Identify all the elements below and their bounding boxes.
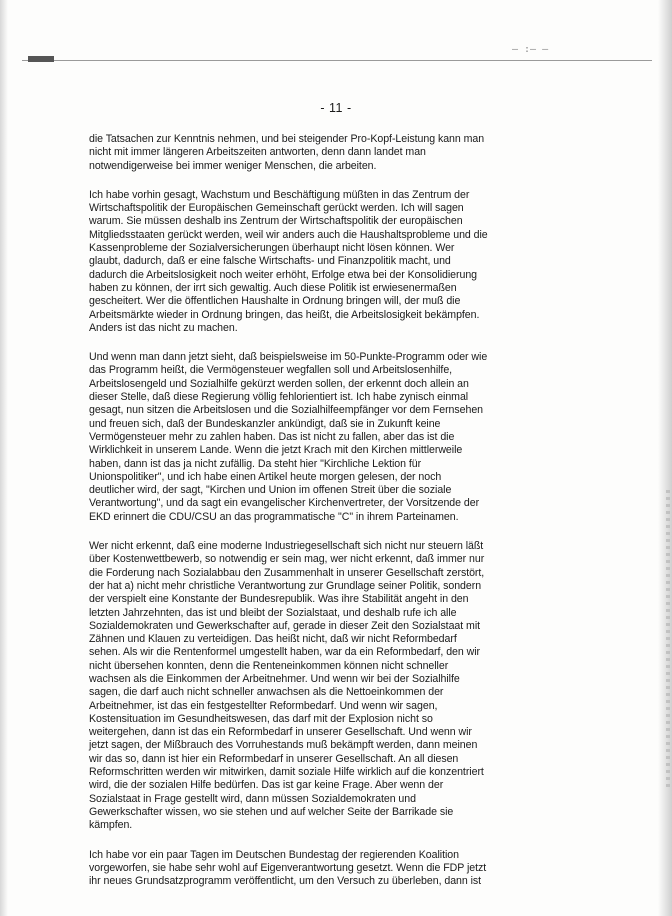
- text-line: die Tatsachen zur Kenntnis nehmen, und bei steigender Pro-Kopf-Leistung kann man: [89, 133, 485, 145]
- text-line: Arbeitnehmer, ist das ein festgestellter Reformbedarf. Und wenn wir sagen,: [89, 699, 438, 712]
- page-number: - 11 -: [320, 101, 352, 115]
- text-line: notwendigerweise bei immer weniger Menschen, die arbeiten.: [89, 159, 377, 172]
- text-line: Wirtschaftspolitik der Europäischen Gemeinschaft gerückt werden. Ich will sagen: [89, 202, 464, 215]
- text-line: Anders ist das nicht zu machen.: [89, 321, 238, 334]
- text-line: vorgeworfen, sie habe sehr wohl auf Eigenverantwortung gesetzt. Wenn die FDP jetzt: [89, 861, 487, 874]
- text-line: Verantwortung", und da sagt ein evangelischer Kirchenvertreter, der Vorsitzende der: [89, 497, 480, 510]
- text-line: ihr neues Grundsatzprogramm veröffentlicht, um den Versuch zu überleben, dann ist: [89, 875, 482, 888]
- scan-top-line: [22, 60, 652, 61]
- text-line: nicht mit immer längeren Arbeitszeiten antworten, denn dann landet man: [89, 146, 426, 159]
- text-line: sagen, die darf auch nicht schneller anwachsen als die Nettoeinkommen der: [89, 686, 444, 699]
- text-line: Reformschritten werden wir mitwirken, damit soziale Hilfe wirklich auf die konzentriert: [89, 766, 484, 779]
- text-line: EKD erinnert die CDU/CSU an das programmatische "C" in ihrem Parteinamen.: [89, 510, 459, 523]
- text-line: gescheitert. Wer die öffentlichen Haushalte in Ordnung bringen will, der muß die: [89, 295, 461, 308]
- text-line: Kassenprobleme der Sozialversicherungen überhaupt nicht lösen können. Wer: [89, 242, 455, 255]
- text-line: der verspielt eine Konstante der Bundesrepublik. Was ihre Stabilität angeht in den: [89, 593, 469, 606]
- body-text: [89, 133, 529, 904]
- text-line: glaubt, dadurch, daß er eine falsche Wirtschafts- und Finanzpolitik macht, und: [89, 255, 451, 268]
- text-line: Zähnen und Klauen zu verteidigen. Das heißt nicht, daß wir nicht Reformbedarf: [89, 633, 457, 646]
- text-line: Sozialdemokraten und Gewerkschafter auf, gerade in dieser Zeit den Sozialstaat mit: [89, 619, 481, 632]
- text-line: nicht übersehen konnten, denn die Renteneinkommen können nicht schneller: [89, 659, 449, 672]
- text-line: der hat a) nicht mehr christliche Verantwortung zur Grundlage seiner Politik, sondern: [89, 579, 482, 592]
- paragraph: [89, 189, 529, 335]
- text-line: Vermögensteuer mehr zu zahlen haben. Das ist nicht zu fallen, aber das ist die: [89, 430, 455, 443]
- text-line: Sozialstaat in Frage gestellt wird, dann müssen Sozialdemokraten und: [89, 792, 416, 805]
- paragraph: [89, 351, 529, 524]
- paragraph: [89, 540, 529, 833]
- text-line: das Programm heißt, die Vermögensteuer wegfallen soll und Arbeitslosenhilfe,: [89, 364, 453, 377]
- text-line: über Kostenwettbewerb, so notwendig er sein mag, wer nicht erkennt, daß immer nur: [89, 553, 485, 566]
- text-line: Arbeitslosengeld und Sozialhilfe gekürzt werden sollen, der erkennt doch allein an: [89, 377, 469, 390]
- text-line: Arbeitsmärkte wieder in Ordnung bringen, das heißt, die Arbeitslosigkeit bekämpfen.: [89, 308, 480, 321]
- text-line: Wer nicht erkennt, daß eine moderne Industriegesellschaft sich nicht nur steuern läßt: [89, 540, 484, 553]
- text-line: haben zu können, der irrt sich gewaltig. Auch diese Politik ist erwiesenermaßen: [89, 281, 457, 294]
- text-line: sehen. Als wir die Rentenformel umgestellt haben, war da ein Reformbedarf, den wir: [89, 646, 481, 659]
- text-line: Gewerkschafter wissen, wo sie stehen und auf welcher Seite der Barrikade sie: [89, 805, 454, 818]
- text-line: die Forderung nach Sozialabbau den Zusammenhalt in unserer Gesellschaft zerstört,: [89, 566, 485, 579]
- paragraph: [89, 849, 529, 889]
- text-line: Und wenn man dann jetzt sieht, daß beispielsweise im 50-Punkte-Programm oder wie: [89, 351, 488, 364]
- text-line: und freuen sich, daß der Bundeskanzler ankündigt, daß sie in Zukunft keine: [89, 417, 441, 430]
- text-line: Unionspolitiker", und ich habe einen Artikel heute morgen gelesen, der noch: [89, 470, 442, 483]
- text-line: Wirklichkeit in unserem Lande. Wenn die jetzt Krach mit den Kirchen mittlerweile: [89, 444, 463, 457]
- paragraph: [89, 133, 529, 173]
- scan-mark-text: — :— —: [512, 44, 549, 55]
- text-line: kämpfen.: [89, 819, 133, 832]
- text-line: dieser Stelle, daß diese Regierung völlig fehlorientiert ist. Ich habe zynisch einmal: [89, 391, 469, 404]
- scan-smudge: [666, 490, 670, 790]
- text-line: wird, die der sozialen Hilfe bedürfen. Das ist gar keine Frage. Aber wenn der: [89, 779, 444, 792]
- text-line: wachsen als die Einkommen der Arbeitnehmer. Und wenn wir bei der Sozialhilfe: [89, 672, 460, 685]
- text-line: deutlicher wird, der sagt, "Kirchen und Union im offenen Streit über die soziale: [89, 484, 452, 497]
- text-line: gesagt, nun sitzen die Arbeitslosen und die Sozialhilfeempfänger vor dem Fernsehen: [89, 404, 483, 417]
- text-line: warum. Sie müssen deshalb ins Zentrum der Wirtschaftspolitik der europäischen: [89, 215, 463, 228]
- text-line: letzten Jahrzehnten, das ist und bleibt der Sozialstaat, und deshalb rufe ich alle: [89, 606, 457, 619]
- text-line: Ich habe vorhin gesagt, Wachstum und Beschäftigung müßten in das Zentrum der: [89, 188, 470, 201]
- text-line: weitergehen, dann ist das ein Reformbedarf in unserer Gesellschaft. Und wenn wir: [89, 726, 472, 739]
- text-line: dadurch die Arbeitslosigkeit noch weiter erhöht, Erfolge etwa bei der Konsolidierung: [89, 268, 478, 281]
- text-line: Kostensituation im Gesundheitswesen, das darf mit der Explosion nicht so: [89, 712, 433, 725]
- text-line: Mitgliedsstaaten gerückt werden, weil wir anders auch die Haushaltsprobleme und die: [89, 228, 488, 241]
- text-line: Ich habe vor ein paar Tagen im Deutschen Bundestag der regierenden Koalition: [89, 848, 459, 861]
- text-line: haben, dann ist das ja nicht zufällig. Da steht hier "Kirchliche Lektion für: [89, 457, 422, 470]
- text-line: jetzt sagen, der Mißbrauch des Vorruhestands muß bekämpft werden, dann meinen: [89, 739, 478, 752]
- text-line: wir das so, dann ist hier ein Reformbedarf in unserer Gesellschaft. An all diesen: [89, 752, 459, 765]
- scan-mark: [28, 56, 54, 62]
- scan-left-edge: [0, 0, 8, 916]
